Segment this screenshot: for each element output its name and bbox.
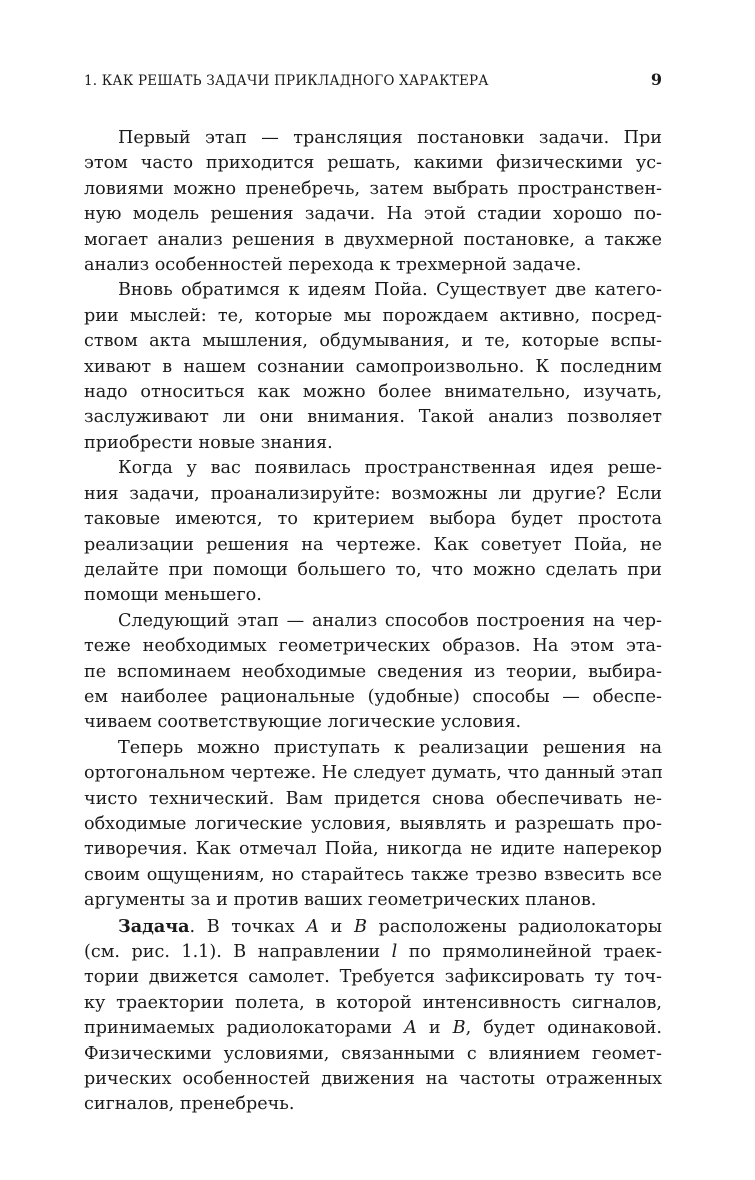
paragraph [84, 126, 662, 278]
text-line: рических особенностей движения на частоты отраженных [84, 1069, 662, 1090]
text-line: приобрести новые знания. [84, 432, 333, 453]
text-line: Когда у вас появилась пространственная идея реше- [118, 458, 662, 479]
text-line: тиворечия. Как отмечал Пойа, никогда не идите наперекор [84, 839, 662, 860]
text-line: ортогональном чертеже. Не следует думать, что данный этап [84, 763, 663, 784]
point-b: B [354, 916, 367, 937]
text-line: помощи меньшего. [84, 585, 262, 606]
text-line: делайте при помощи большего то, что можно сделать при [84, 559, 662, 580]
text-line: хивают в нашем сознании самопроизвольно. К последним [84, 356, 662, 377]
text-line: (см. рис. 1.1). В направлении l по прямолинейной траек- [84, 942, 662, 962]
text-line: рии мыслей: те, которые мы порождаем активно, посред- [84, 305, 662, 326]
text-line: тории движется самолет. Требуется зафиксировать ту точ- [84, 967, 662, 988]
paragraph [84, 456, 662, 608]
point-a: A [306, 916, 320, 937]
text-line: чиваем соответствующие логические условия. [84, 712, 522, 733]
text-line: пе вспоминаем необходимые сведения из теории, выбира- [84, 661, 662, 682]
text-line: этом часто приходится решать, какими физическими ус- [84, 153, 662, 174]
point-b: B [452, 1018, 466, 1039]
text-line: Вновь обратимся к идеям Пойа. Существует две катего- [118, 280, 662, 301]
running-title: 1. КАК РЕШАТЬ ЗАДАЧИ ПРИКЛАДНОГО ХАРАКТЕРА [84, 73, 489, 89]
text-line: таковые имеются, то критерием выбора будет простота [84, 509, 662, 530]
text-line: сигналов, пренебречь. [84, 1094, 295, 1115]
text-line: обходимые логические условия, выявлять и разрешать про- [84, 813, 662, 834]
page-header [84, 70, 662, 98]
text-line: Первый этап — трансляция постановки задачи. При [118, 128, 662, 148]
text-line: реализации решения на чертеже. Как советует Пойа, не [84, 534, 662, 555]
task-paragraph [84, 914, 662, 1118]
text-line: ством акта мышления, обдумывания, и те, которые вспы- [84, 331, 662, 352]
text-line: могает анализ решения в двухмерной постановке, а также [84, 229, 662, 250]
text-line: ную модель решения задачи. На этой стадии хорошо по- [84, 204, 662, 225]
text-line: надо относиться как можно более внимательно, изучать, [84, 382, 662, 403]
point-a: A [404, 1018, 417, 1039]
text-line: анализ особенностей перехода к трехмерной задаче. [84, 255, 582, 276]
text-line: ем наиболее рациональные (удобные) способы — обеспе- [84, 686, 662, 707]
text-line: Следующий этап — анализ способов построения на чер- [118, 610, 662, 631]
text-line: Задача. В точках A и B расположены радиолокаторы [118, 915, 662, 937]
text-line: ку траектории полета, в которой интенсивность сигналов, [84, 992, 662, 1013]
paragraph [84, 278, 662, 456]
text-line: теже необходимых геометрических образов. На этом эта- [84, 636, 662, 657]
text-line: аргументы за и против ваших геометрических планов. [84, 890, 597, 911]
paragraph [84, 609, 662, 736]
text-line: Физическими условиями, связанными с влиянием геомет- [84, 1043, 662, 1064]
body-text [84, 126, 662, 1118]
text-line: Теперь можно приступать к реализации решения на [118, 737, 662, 758]
text-line: своим ощущениям, но старайтесь также трезво взвесить все [84, 864, 662, 885]
book-page [84, 70, 662, 1118]
page-number: 9 [650, 70, 662, 89]
text-line: ния задачи, проанализируйте: возможны ли другие? Если [84, 483, 662, 504]
text-line: принимаемых радиолокаторами A и B, будет одинаковой. [84, 1018, 662, 1039]
text-line: чисто технический. Вам придется снова обеспечивать не- [84, 788, 662, 809]
task-label: Задача [118, 915, 190, 937]
text-line: ловиями можно пренебречь, затем выбрать пространствен- [84, 178, 662, 199]
direction-l: l [391, 942, 398, 962]
text-line: заслуживают ли они внимания. Такой анализ позволяет [84, 407, 662, 428]
paragraph [84, 736, 662, 914]
